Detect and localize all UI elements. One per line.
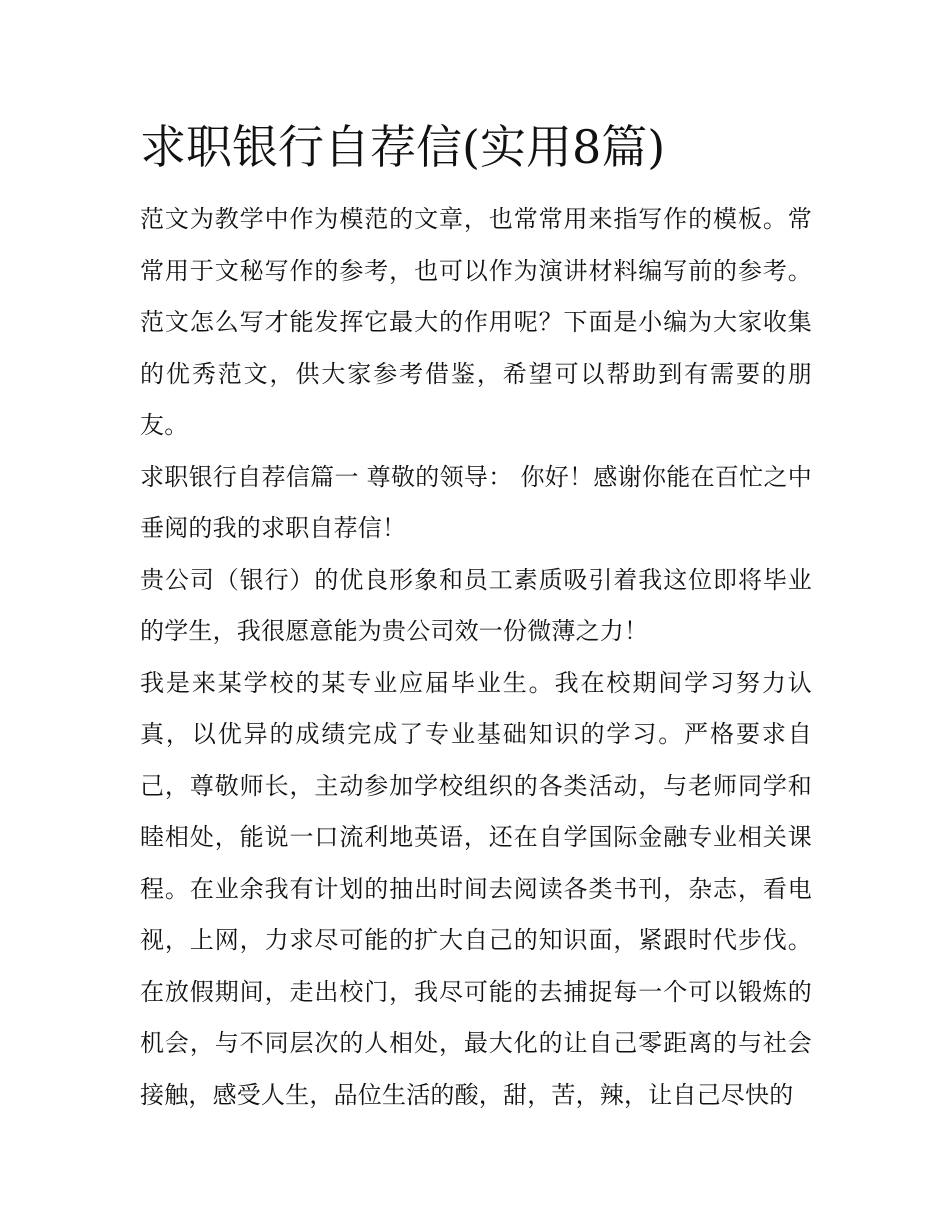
paragraph-company: 贵公司（银行）的优良形象和员工素质吸引着我这位即将毕业的学生，我很愿意能为贵公司效一份微薄之力！ <box>140 565 812 645</box>
paragraph-greeting: 求职银行自荐信篇一 尊敬的领导： 你好！感谢你能在百忙之中垂阅的我的求职自荐信！ <box>140 462 812 542</box>
paragraph-intro: 范文为教学中作为模范的文章，也常常用来指写作的模板。常常用于文秘写作的参考，也可以作为演讲材料编写前的参考。范文怎么写才能发挥它最大的作用呢？下面是小编为大家收集的优秀范文，供大家参考借鉴，希望可以帮助到有需要的朋友。 <box>140 205 812 439</box>
document-body <box>140 112 812 1121</box>
paragraph-self-introduction: 我是来某学校的某专业应届毕业生。我在校期间学习努力认真，以优异的成绩完成了专业基础知识的学习。严格要求自己，尊敬师长，主动参加学校组织的各类活动，与老师同学和睦相处，能说一口流利地英语，还在自学国际金融专业相关课程。在业余我有计划的抽出时间去阅读各类书刊，杂志，看电视，上网，力求尽可能的扩大自己的知识面，紧跟时代步伐。在放假期间，走出校门，我尽可能的去捕捉每一个可以锻炼的机会，与不同层次的人相处，最大化的让自己零距离的与社会接触，感受人生，品位生活的酸，甜，苦，辣，让自己尽快的 <box>140 668 812 1109</box>
document-title: 求职银行自荐信(实用8篇) <box>140 120 666 174</box>
